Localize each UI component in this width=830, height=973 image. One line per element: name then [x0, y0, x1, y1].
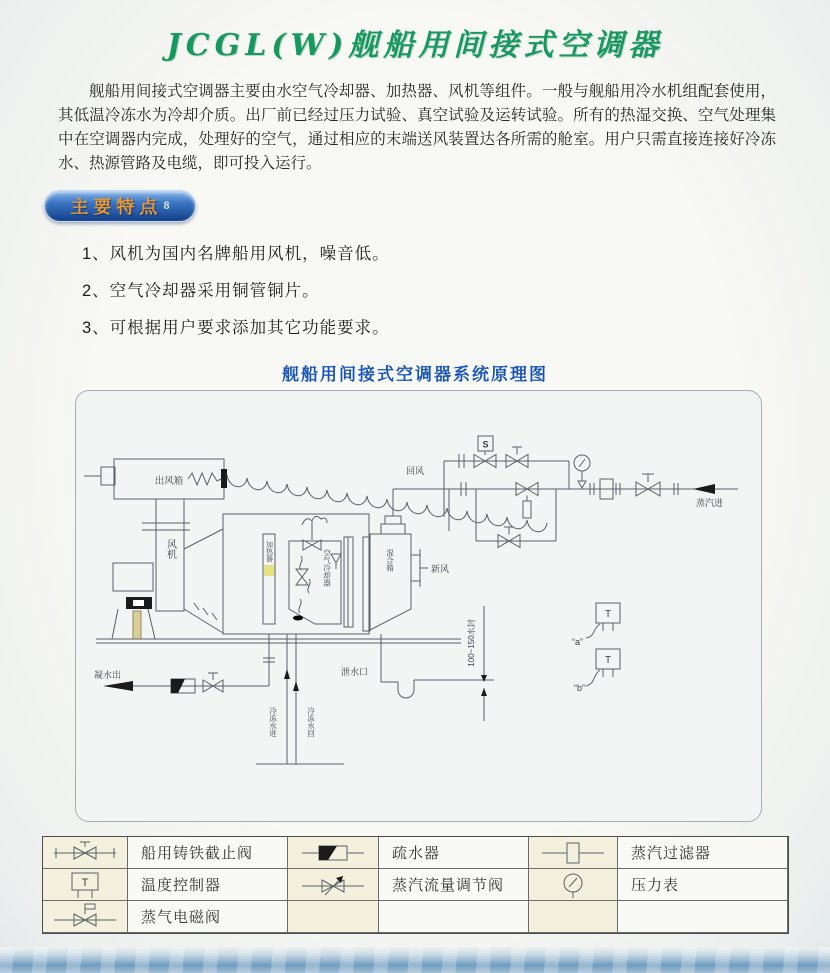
flexible-duct — [227, 475, 547, 532]
label-sensor-a: “a” — [572, 637, 583, 647]
features-list — [82, 240, 582, 351]
legend-steam-solenoid-valve-symbol — [43, 901, 128, 933]
legend-temperature-controller-symbol — [43, 869, 128, 901]
legend-table — [42, 836, 789, 934]
legend-flow-regulating-valve-symbol — [288, 869, 379, 901]
page-title: JCGL(W)舰船用间接式空调器 — [166, 28, 664, 63]
label-water-seal: 100~150水封 — [467, 619, 476, 667]
decorative-water-band — [0, 947, 830, 973]
condensate-arrow — [103, 681, 133, 691]
silencer-box — [101, 467, 115, 485]
label-chilled-water-in: 冷冻水进 — [268, 707, 278, 737]
thermostat-a-mark: T — [604, 609, 612, 620]
diagram-title: 舰船用间接式空调器系统原理图 — [282, 365, 548, 384]
legend-empty-symbol-1 — [288, 901, 379, 933]
label-return-air: 回风 — [406, 466, 425, 476]
label-outlet-box: 出风箱 — [154, 476, 184, 487]
scribble-cloud — [302, 516, 327, 525]
label-chilled-water-return: 冷冻水回 — [306, 707, 316, 737]
legend-steam-trap-label: 疏水器 — [379, 837, 529, 869]
system-schematic — [76, 391, 761, 821]
cooler-section — [289, 541, 341, 624]
steam-flow-arrow — [693, 484, 715, 494]
label-solenoid: S — [482, 439, 489, 450]
legend-temperature-controller-label: 温度控制器 — [128, 869, 288, 901]
legend-steam-trap-symbol — [288, 837, 379, 869]
intro-paragraph: 舰船用间接式空调器主要由水空气冷却器、加热器、风机等组件。一般与舰船用冷水机组配套使用，其低温冷冻水为冷却介质。出厂前已经过压力试验、真空试验及运转试验。所有的热湿交换、空气处理集中在空调器内完成，处理好的空气，通过相应的末端送风装置达各所需的舱室。用户只需直接连接好冷冻水、热源管路及电缆，即可投入运行。 — [58, 83, 776, 173]
fan-motor — [113, 563, 153, 591]
u-trap — [398, 680, 414, 698]
features-badge — [44, 190, 196, 222]
legend-steam-filter-symbol — [529, 837, 618, 869]
label-fresh-air: 新风 — [431, 564, 450, 574]
label-fan: 风机 — [164, 539, 176, 559]
label-steam-in: 蒸汽进 — [696, 498, 724, 508]
label-heater: 加热器 — [265, 541, 273, 562]
legend-steam-solenoid-valve-label: 蒸气电磁阀 — [128, 901, 288, 933]
legend-steam-filter-label: 蒸汽过滤器 — [618, 837, 788, 869]
hourglass-valve — [296, 577, 308, 585]
features-badge-mark: 8 — [163, 200, 170, 212]
return-air-inlet — [385, 516, 401, 524]
capillary-a — [586, 624, 600, 638]
label-condensate-out: 凝水出 — [94, 670, 122, 680]
label-air-cooler: 空气冷却器 — [322, 549, 332, 587]
thermostat-b-mark: T — [604, 655, 612, 666]
legend-marine-stop-valve-symbol — [43, 837, 128, 869]
legend-marine-stop-valve-label: 船用铸铁截止阀 — [128, 837, 288, 869]
system-diagram-panel — [75, 390, 762, 822]
label-mixing-box: 混合箱 — [385, 549, 395, 572]
svg-text:T: T — [81, 876, 89, 889]
funnel-drain — [331, 554, 341, 563]
legend-empty-label-2 — [618, 901, 788, 933]
feature-item-2: 2、空气冷却器采用铜管铜片。 — [82, 282, 320, 300]
legend-pressure-gauge-label: 压力表 — [618, 869, 788, 901]
legend-empty-label-1 — [379, 901, 529, 933]
duct-joint-bar — [221, 469, 227, 488]
legend-empty-symbol-2 — [529, 901, 618, 933]
label-sensor-b: “b” — [574, 683, 585, 693]
features-badge-label: 主要特点 — [70, 197, 163, 217]
feature-item-3: 3、可根据用户要求添加其它功能要求。 — [82, 319, 390, 337]
legend-flow-regulating-valve-label: 蒸汽流量调节阀 — [379, 869, 529, 901]
legend-pressure-gauge-symbol — [529, 869, 618, 901]
feature-item-1: 1、风机为国内名牌船用风机，噪音低。 — [82, 245, 390, 263]
capillary-b — [586, 670, 600, 686]
label-drain-port: 泄水口 — [341, 667, 369, 677]
flex-connector-zigzag — [188, 473, 221, 485]
